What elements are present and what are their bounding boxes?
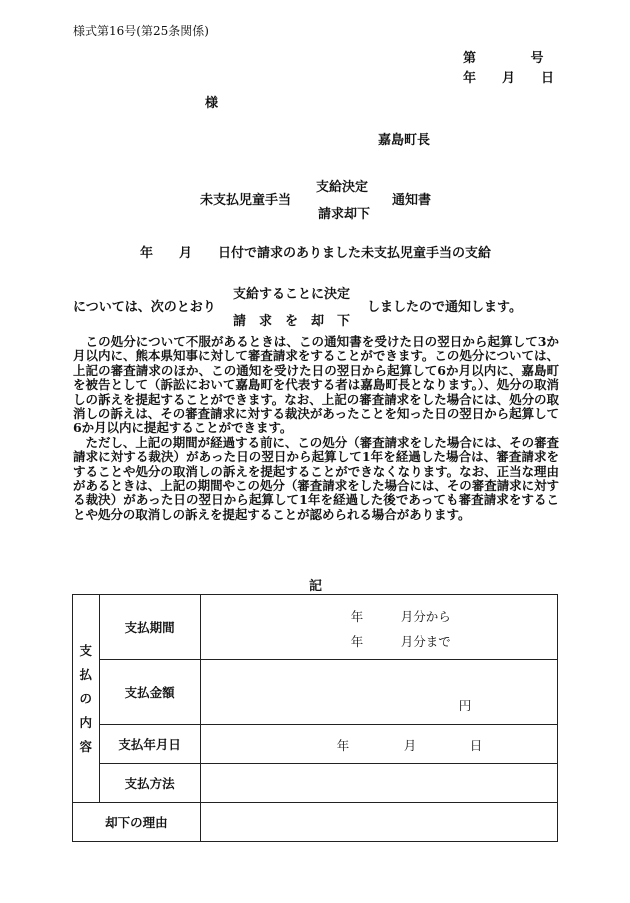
appeal-notice [73,335,559,522]
date-month: 月 [403,738,417,753]
title-option-approve: 支給決定 [316,180,369,195]
payment-amount-label: 支払金額 [99,660,200,725]
appeal-paragraph-1: この処分について不服があるときは、この通知書を受けた日の翌日から起算して3か月以内に、熊本県知事に対して審査請求をすることができます。この処分については、上記の審査請求のほか、この通知を受けた日の翌日から起算して6か月以内に、嘉島町を被告として（訴訟において嘉島町を代表する者は嘉島町長となります。）、処分の取消しの訴えを提起することができます。なお、上記の審査請求をした場合には、処分の取消しの訴えは、その審査請求に対する裁決があったことを知った日の翌日から起算して6か月以内に提起することができます。 [73,334,559,436]
appeal-paragraph-2: ただし、上記の期間が経過する前に、この処分（審査請求をした場合には、その審査請求に対する裁決）があった日の翌日から起算して1年を経過した場合は、審査請求をすることや処分の取消しの訴えを提起することができなくなります。なお、正当な理由があるときは、上記の期間やこの処分（審査請求をした場合には、その審査請求に対する裁決）があった日の翌日から起算して1年を経過した後であっても審査請求をすることや処分の取消しの訴えを提起することが認められる場合があります。 [73,434,559,522]
payment-period-value [200,595,557,660]
payment-details-table [72,594,558,842]
title-right: 通知書 [392,193,432,208]
decision-suffix: しましたので通知します。 [367,300,522,315]
payment-amount-value [200,660,557,725]
request-line: 年 月 日付で請求のありました未支払児童手当の支給 [140,246,492,261]
payment-method-label: 支払方法 [99,764,200,803]
ki-heading: 記 [309,579,323,594]
payment-date-value [200,725,557,764]
payment-period-label: 支払期間 [99,595,200,660]
period-to: 年 月分まで [350,634,451,649]
date-year: 年 [336,738,350,753]
issuer-name: 嘉島町長 [378,133,431,148]
title-left: 未支払児童手当 [200,193,292,208]
date-day: 日 [469,738,483,753]
rejection-reason-value [200,803,557,842]
decision-prefix: については、次のとおり [73,300,216,315]
form-number: 様式第16号(第25条関係) [73,24,209,38]
document-number: 第 号 [463,51,545,66]
addressee-suffix: 様 [205,96,219,111]
rejection-reason-label: 却下の理由 [73,803,201,842]
payment-method-value [200,764,557,803]
amount-unit: 円 [458,698,472,713]
section-label-vertical: 支 払 の 内 容 [73,595,100,803]
payment-date-label: 支払年月日 [99,725,200,764]
decision-option-approve: 支給することに決定 [233,287,351,302]
decision-option-reject: 請 求 を 却 下 [233,314,351,329]
issue-date: 年 月 日 [463,71,555,86]
period-from: 年 月分から [350,609,451,624]
title-option-reject: 請求却下 [318,207,371,222]
